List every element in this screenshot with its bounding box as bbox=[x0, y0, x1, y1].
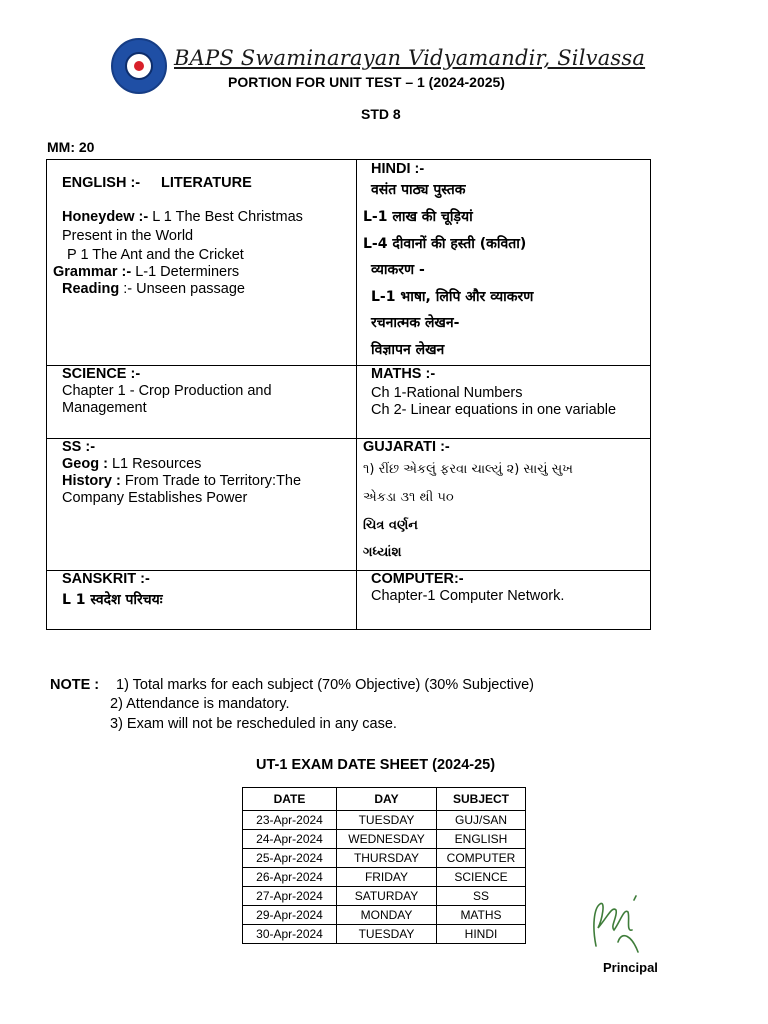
date-cell: 23-Apr-2024 bbox=[243, 811, 337, 830]
table-row bbox=[243, 811, 526, 830]
day-cell: FRIDAY bbox=[337, 868, 437, 887]
english-line: P 1 The Ant and the Cricket bbox=[67, 247, 244, 263]
std-label: STD 8 bbox=[361, 106, 401, 122]
date-cell: 25-Apr-2024 bbox=[243, 849, 337, 868]
ss-heading: SS :- bbox=[62, 439, 96, 455]
hindi-line: L-1 भाषा, लिपि और व्याकरण bbox=[371, 289, 534, 305]
datesheet-title: UT-1 EXAM DATE SHEET (2024-25) bbox=[256, 757, 496, 773]
gujarati-line: ૧) રીંછ એકલું ફરવા ચાલ્યું ૨) સાચું સુખ bbox=[363, 462, 573, 477]
datesheet-header-row bbox=[243, 788, 526, 811]
ss-line: Company Establishes Power bbox=[62, 490, 248, 506]
table-row bbox=[243, 830, 526, 849]
note-item: 2) Attendance is mandatory. bbox=[110, 696, 290, 712]
max-marks: MM: 20 bbox=[47, 139, 95, 155]
datesheet-table bbox=[242, 787, 526, 944]
day-cell: MONDAY bbox=[337, 906, 437, 925]
note-item: 3) Exam will not be rescheduled in any case. bbox=[110, 716, 397, 732]
school-logo bbox=[111, 38, 167, 94]
english-line: Present in the World bbox=[62, 228, 194, 244]
english-line: Honeydew :- L 1 The Best Christmas bbox=[62, 209, 303, 225]
subject-cell: ENGLISH bbox=[437, 830, 526, 849]
computer-line: Chapter-1 Computer Network. bbox=[371, 588, 565, 604]
hindi-heading: HINDI :- bbox=[371, 161, 425, 177]
computer-heading: COMPUTER:- bbox=[371, 571, 464, 587]
english-heading: ENGLISH :- bbox=[62, 175, 141, 191]
science-heading: SCIENCE :- bbox=[62, 366, 141, 382]
english-literature-label: LITERATURE bbox=[161, 175, 252, 191]
table-row bbox=[243, 887, 526, 906]
maths-heading: MATHS :- bbox=[371, 366, 436, 382]
ss-line: Geog : L1 Resources bbox=[62, 456, 202, 472]
maths-line: Ch 1-Rational Numbers bbox=[371, 385, 523, 401]
date-cell: 27-Apr-2024 bbox=[243, 887, 337, 906]
portion-title: PORTION FOR UNIT TEST – 1 (2024-2025) bbox=[228, 74, 505, 90]
subject-cell: SS bbox=[437, 887, 526, 906]
science-line: Chapter 1 - Crop Production and bbox=[62, 383, 272, 399]
table-row bbox=[243, 925, 526, 944]
english-line: Grammar :- L-1 Determiners bbox=[53, 264, 240, 280]
table-row bbox=[243, 849, 526, 868]
hindi-line: रचनात्मक लेखन- bbox=[371, 315, 460, 331]
table-row bbox=[243, 868, 526, 887]
hindi-line: L-4 दीवानों की हस्ती (कविता) bbox=[363, 236, 527, 252]
maths-line: Ch 2- Linear equations in one variable bbox=[371, 402, 617, 418]
day-cell: SATURDAY bbox=[337, 887, 437, 906]
gujarati-line: ચિત્ર વર્ણન bbox=[363, 518, 418, 533]
english-line: Reading :- Unseen passage bbox=[62, 281, 245, 297]
subject-cell: GUJ/SAN bbox=[437, 811, 526, 830]
sanskrit-line: L 1 स्वदेश परिचयः bbox=[62, 592, 163, 608]
column-header: DATE bbox=[243, 788, 337, 811]
syllabus-table bbox=[46, 159, 651, 630]
school-name: BAPS Swaminarayan Vidyamandir, Silvassa bbox=[174, 46, 646, 70]
hindi-line: व्याकरण - bbox=[371, 262, 425, 278]
column-header: DAY bbox=[337, 788, 437, 811]
day-cell: TUESDAY bbox=[337, 811, 437, 830]
note-label: NOTE : bbox=[50, 677, 100, 693]
gujarati-heading: GUJARATI :- bbox=[363, 439, 450, 455]
hindi-line: वसंत पाठ्य पुस्तक bbox=[371, 182, 466, 198]
column-header: SUBJECT bbox=[437, 788, 526, 811]
gujarati-line: ગધ્યાંશ bbox=[363, 545, 402, 560]
table-row bbox=[243, 906, 526, 925]
sanskrit-heading: SANSKRIT :- bbox=[62, 571, 150, 587]
hindi-line: विज्ञापन लेखन bbox=[371, 342, 445, 358]
subject-cell: COMPUTER bbox=[437, 849, 526, 868]
hindi-line: L-1 लाख की चूड़ियां bbox=[363, 209, 473, 225]
subject-cell: MATHS bbox=[437, 906, 526, 925]
subject-cell: SCIENCE bbox=[437, 868, 526, 887]
note-item: 1) Total marks for each subject (70% Objective) (30% Subjective) bbox=[116, 677, 534, 693]
date-cell: 29-Apr-2024 bbox=[243, 906, 337, 925]
ss-line: History : From Trade to Territory:The bbox=[62, 473, 302, 489]
date-cell: 30-Apr-2024 bbox=[243, 925, 337, 944]
science-line: Management bbox=[62, 400, 147, 416]
principal-signature bbox=[588, 886, 644, 956]
date-cell: 24-Apr-2024 bbox=[243, 830, 337, 849]
day-cell: THURSDAY bbox=[337, 849, 437, 868]
day-cell: TUESDAY bbox=[337, 925, 437, 944]
gujarati-line: એકડા ૩૧ થી ૫૦ bbox=[363, 490, 454, 505]
subject-cell: HINDI bbox=[437, 925, 526, 944]
principal-label: Principal bbox=[603, 960, 658, 975]
day-cell: WEDNESDAY bbox=[337, 830, 437, 849]
date-cell: 26-Apr-2024 bbox=[243, 868, 337, 887]
